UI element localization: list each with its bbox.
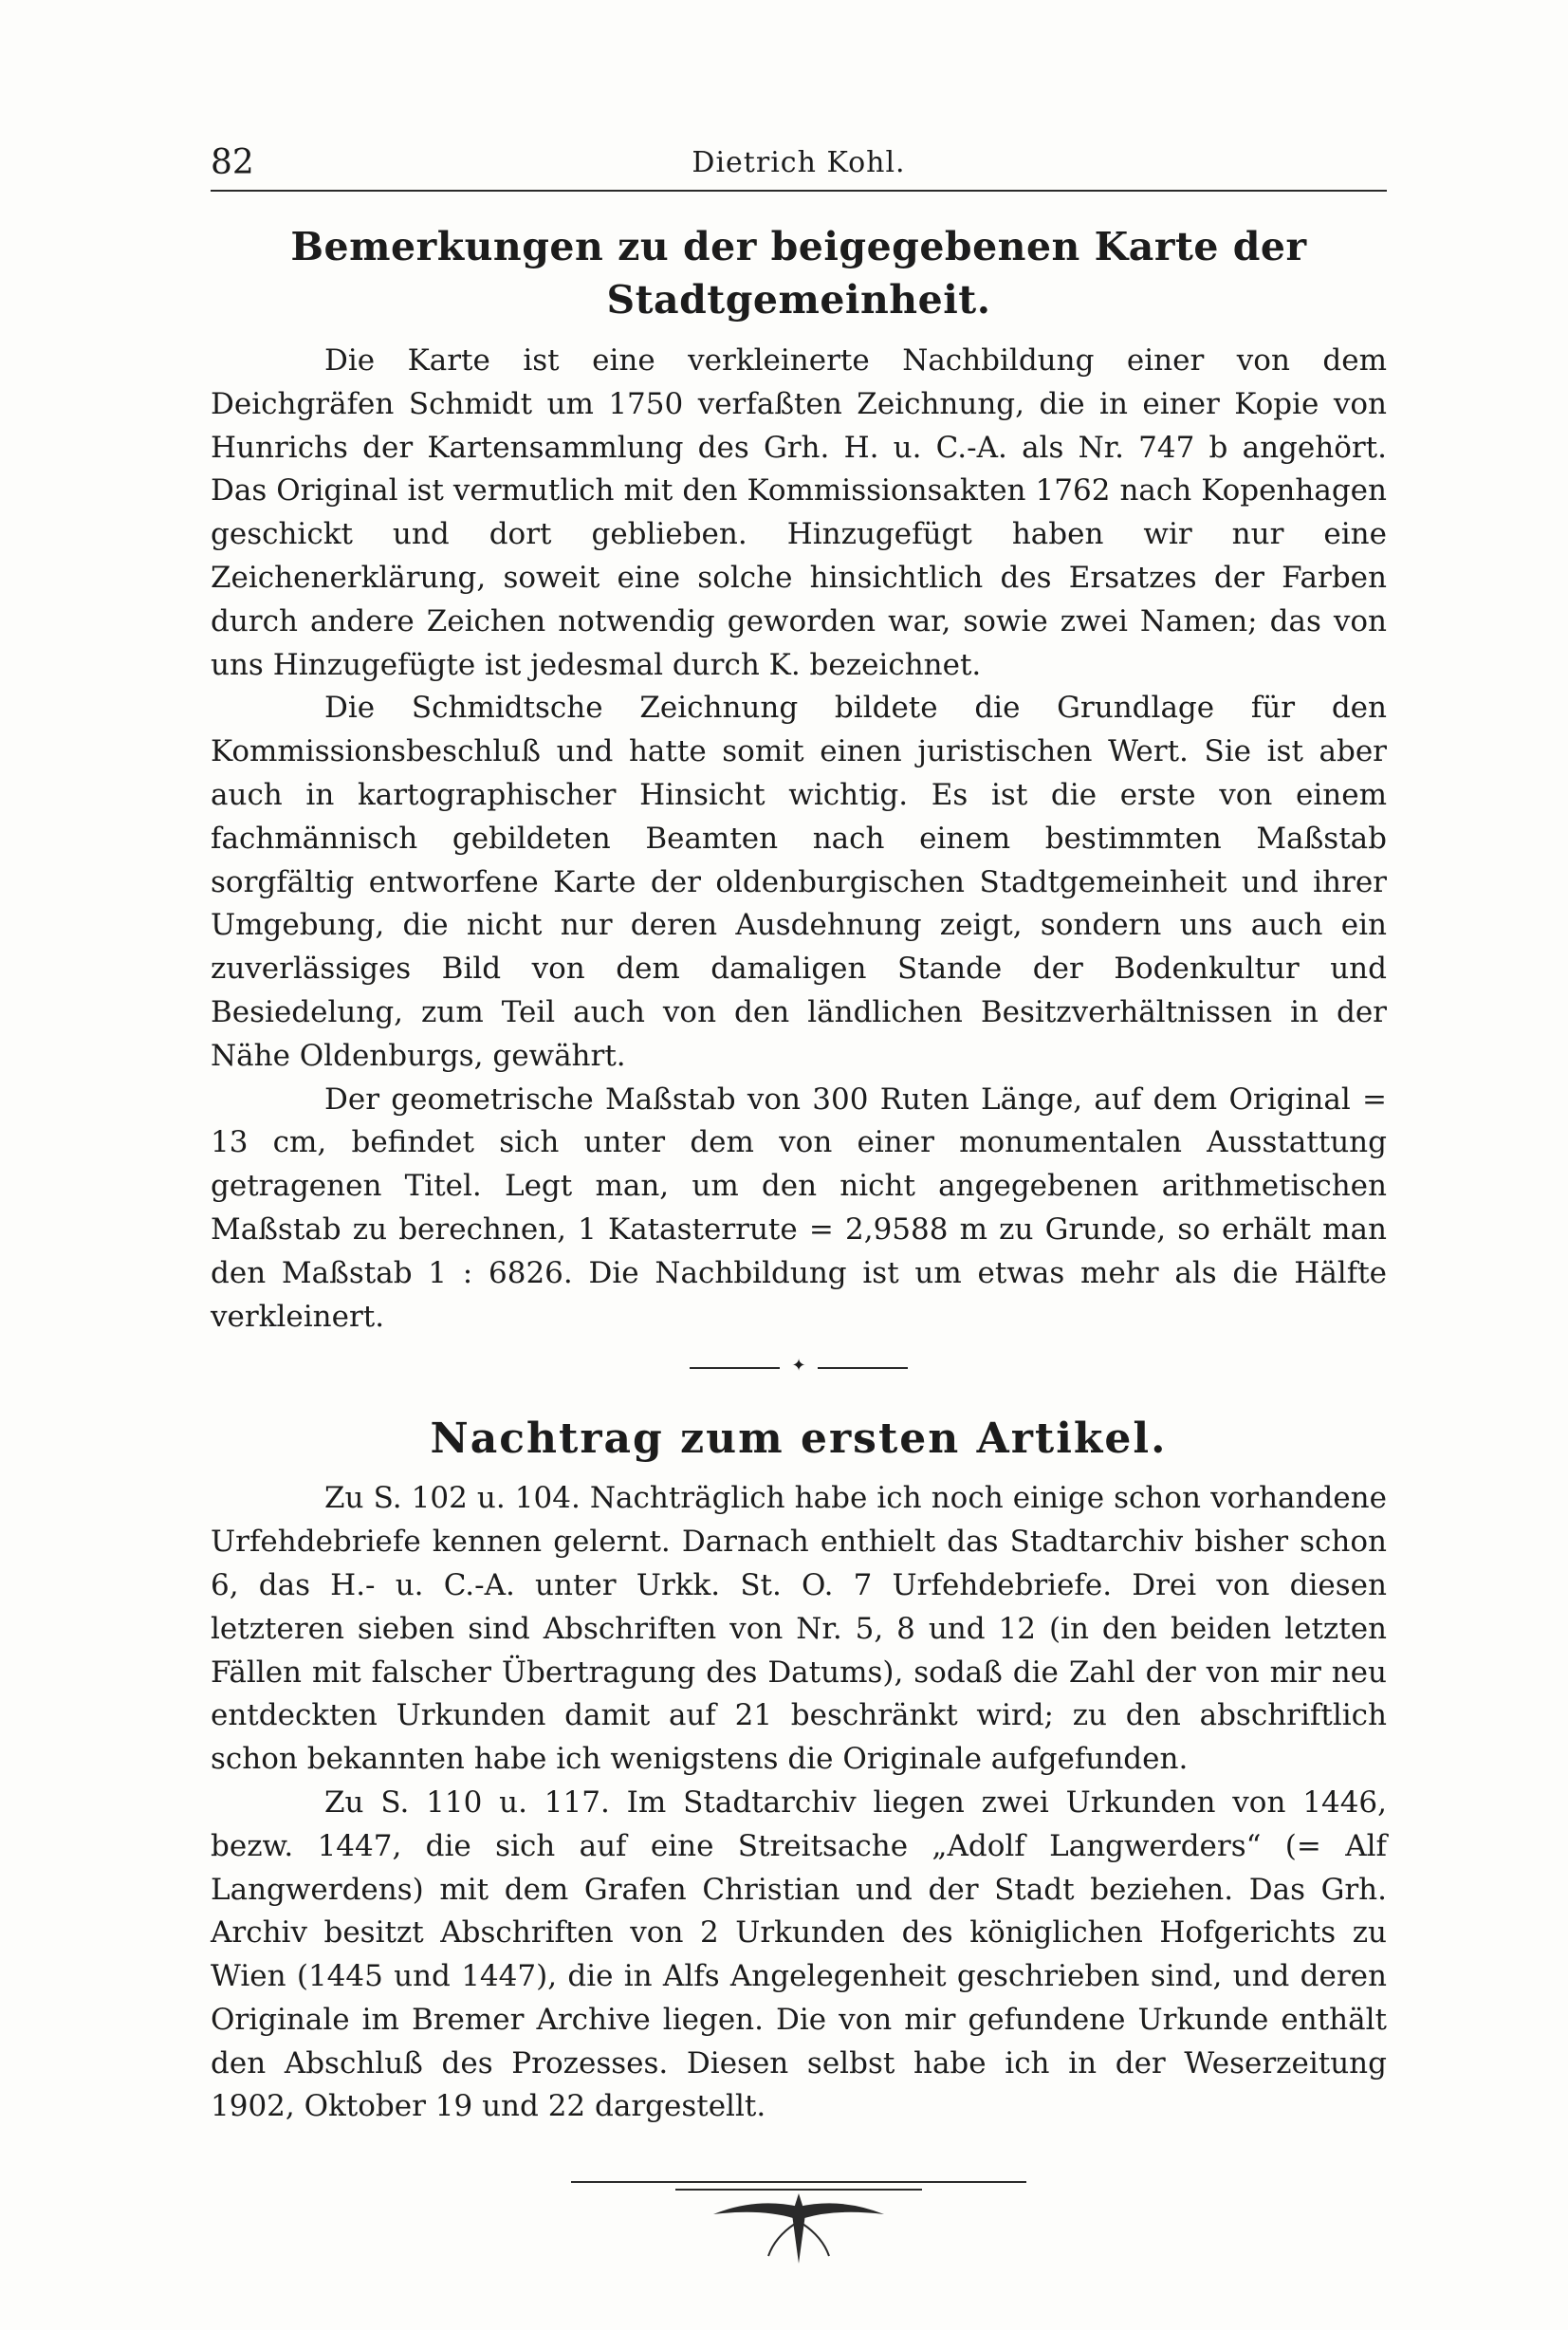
section-title-map-notes: Bemerkungen zu der beigegebenen Karte der Stadtgemeinheit.	[290, 224, 1307, 323]
paragraph: Die Karte ist eine verkleinerte Nachbildung einer von dem Deichgräfen Schmidt um 1750 verfaßten Zeichnung, die in einer Kopie von Hunrichs der Kartensammlung des Grh. H. u. C.-A. als Nr. 747 b angehört. Das Original ist vermutlich mit den Kommissionsakten 1762 nach Kopenhagen geschickt und dort geblieben. Hinzugefügt haben wir nur eine Zeichenerklärung, soweit eine solche hinsichtlich des Ersatzes der Farben durch andere Zeichen notwendig geworden war, sowie zwei Namen; das von uns Hinzugefügte ist jedesmal durch K. bezeichnet.	[211, 343, 1387, 682]
page-number: 82	[211, 143, 254, 182]
ornament-knot-icon: ✦	[780, 1356, 818, 1377]
page-content	[211, 220, 1387, 2273]
paragraph: Der geometrische Maßstab von 300 Ruten Länge, auf dem Original = 13 cm, befindet sich unter dem von einer monumentalen Ausstattung getragenen Titel. Legt man, um den nicht angegebenen arithmetischen Maßstab zu berechnen, 1 Katasterrute = 2,9588 m zu Grunde, so erhält man den Maßstab 1 : 6826. Die Nachbildung ist um etwas mehr als die Hälfte verkleinert.	[211, 1082, 1387, 1334]
paragraph: Zu S. 102 u. 104. Nachträglich habe ich noch einige schon vorhandene Urfehdebriefe kennen gelernt. Darnach enthielt das Stadtarchiv bisher schon 6, das H.- u. C.-A. unter Urkk. St. O. 7 Urfehdebriefe. Drei von diesen letzteren sieben sind Abschriften von Nr. 5, 8 und 12 (in den beiden letzten Fällen mit falscher Übertragung des Datums), sodaß die Zahl der von mir neu entdeckten Urkunden damit auf 21 beschränkt wird; zu den abschriftlich schon bekannten habe ich wenigstens die Originale aufgefunden.	[211, 1481, 1387, 1777]
page-header	[211, 140, 1387, 192]
end-ornament-icon	[562, 2169, 1036, 2273]
section-title-addendum: Nachtrag zum ersten Artikel.	[430, 1415, 1168, 1464]
running-head: Dietrich Kohl.	[692, 146, 906, 179]
paragraph: Die Schmidtsche Zeichnung bildete die Grundlage für den Kommissionsbeschluß und hatte somit einen juristischen Wert. Sie ist aber auch in kartographischer Hinsicht wichtig. Es ist die erste von einem fachmännisch gebildeten Beamten nach einem bestimmten Maßstab sorgfältig entworfene Karte der oldenburgischen Stadtgemeinheit und ihrer Umgebung, die nicht nur deren Ausdehnung zeigt, sondern uns auch ein zuverlässiges Bild von dem damaligen Stande der Bodenkultur und Besiedelung, zum Teil auch von den ländlichen Besitzverhältnissen in der Nähe Oldenburgs, gewährt.	[211, 691, 1387, 1073]
end-ornament	[211, 2169, 1387, 2273]
paragraph: Zu S. 110 u. 117. Im Stadtarchiv liegen zwei Urkunden von 1446, bezw. 1447, die sich auf eine Streitsache „Adolf Langwerders“ (= Alf Langwerdens) mit dem Grafen Christian und der Stadt beziehen. Das Grh. Archiv besitzt Abschriften von 2 Urkunden des königlichen Hofgerichts zu Wien (1445 und 1447), die in Alfs Angelegenheit geschrieben sind, und deren Originale im Bremer Archive liegen. Die von mir gefundene Urkunde enthält den Abschluß des Prozesses. Diesen selbst habe ich in der Weserzeitung 1902, Oktober 19 und 22 dargestellt.	[211, 1784, 1387, 2124]
section-divider-ornament	[211, 1339, 1387, 1394]
